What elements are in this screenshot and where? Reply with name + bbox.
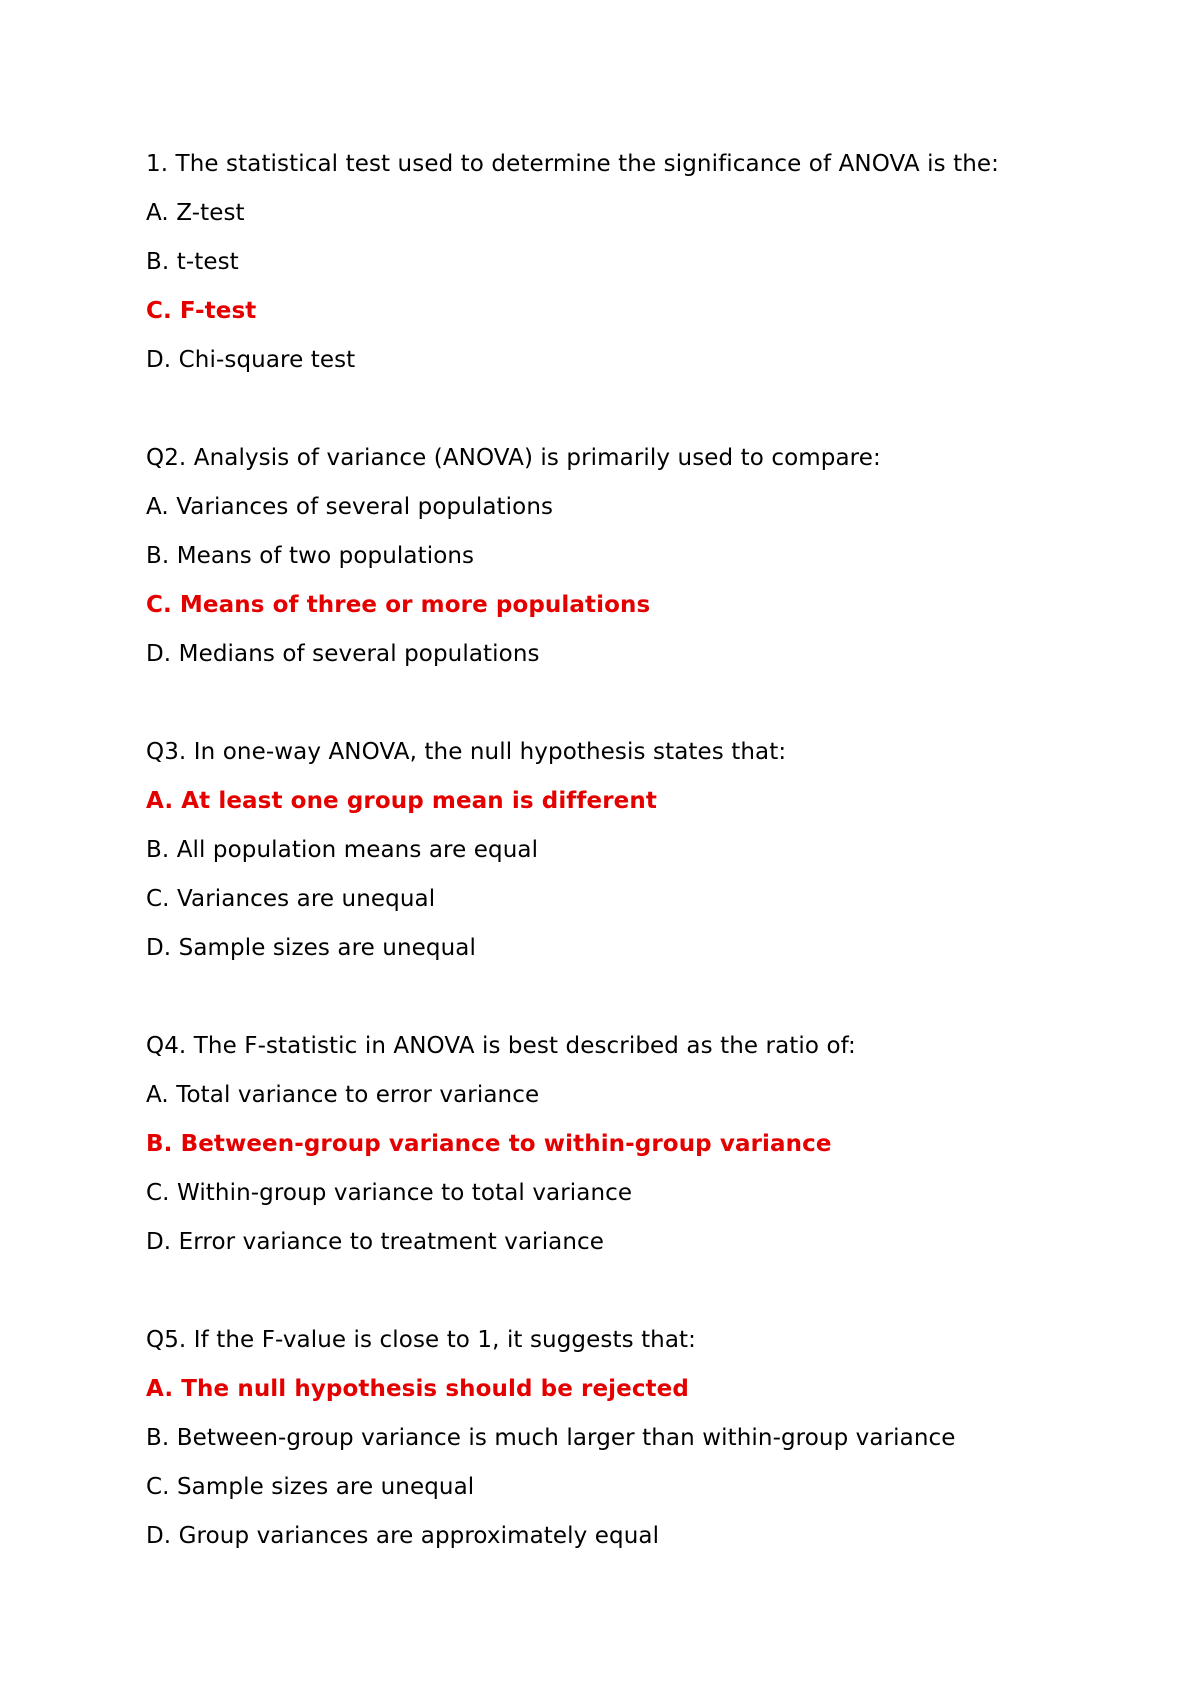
answer-option: D. Chi-square test	[146, 347, 356, 373]
question-block-2	[146, 434, 1146, 679]
question-text: Q2. Analysis of variance (ANOVA) is primarily used to compare:	[146, 445, 881, 471]
answer-option: A. Total variance to error variance	[146, 1082, 540, 1108]
question-text: Q4. The F-statistic in ANOVA is best described as the ratio of:	[146, 1033, 856, 1059]
question-text: Q5. If the F-value is close to 1, it suggests that:	[146, 1327, 697, 1353]
answer-option: D. Error variance to treatment variance	[146, 1229, 605, 1255]
answer-option: C. Sample sizes are unequal	[146, 1474, 475, 1500]
answer-option: B. All population means are equal	[146, 837, 539, 863]
answer-option: A. Z-test	[146, 200, 245, 226]
question-block-3	[146, 728, 1146, 973]
answer-option: D. Sample sizes are unequal	[146, 935, 476, 961]
question-block-5	[146, 1316, 1146, 1561]
correct-answer-option: A. At least one group mean is different	[146, 788, 657, 814]
question-text: Q3. In one-way ANOVA, the null hypothesis states that:	[146, 739, 787, 765]
correct-answer-option: B. Between-group variance to within-group variance	[146, 1131, 832, 1157]
answer-option: D. Group variances are approximately equal	[146, 1523, 660, 1549]
correct-answer-option: C. F-test	[146, 298, 257, 324]
answer-option: D. Medians of several populations	[146, 641, 540, 667]
answer-option: A. Variances of several populations	[146, 494, 554, 520]
answer-option: C. Variances are unequal	[146, 886, 436, 912]
answer-option: B. t-test	[146, 249, 239, 275]
answer-option: C. Within-group variance to total variance	[146, 1180, 633, 1206]
question-text: 1. The statistical test used to determine the significance of ANOVA is the:	[146, 151, 999, 177]
answer-option: B. Means of two populations	[146, 543, 475, 569]
question-block-1	[146, 140, 1146, 385]
answer-option: B. Between-group variance is much larger than within-group variance	[146, 1425, 956, 1451]
correct-answer-option: C. Means of three or more populations	[146, 592, 651, 618]
question-block-4	[146, 1022, 1146, 1267]
correct-answer-option: A. The null hypothesis should be rejected	[146, 1376, 689, 1402]
quiz-content	[146, 140, 1146, 1610]
